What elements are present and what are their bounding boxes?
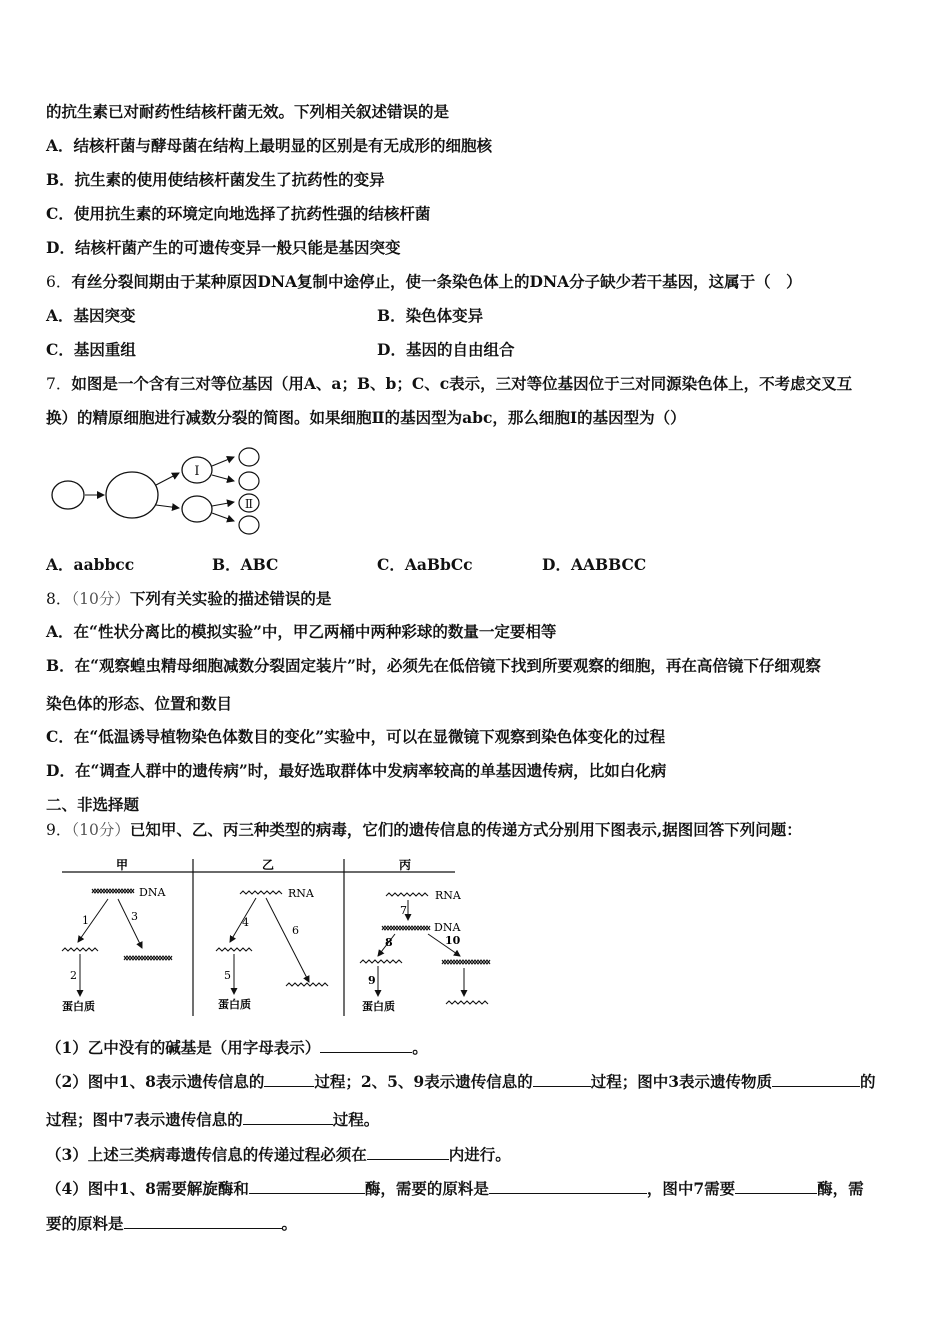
label-9: 9 bbox=[368, 974, 376, 987]
q9-part2-line2 bbox=[46, 1108, 379, 1131]
label-4: 4 bbox=[242, 916, 249, 929]
q9-part4-line1 bbox=[46, 1177, 864, 1200]
q9-number: 9． bbox=[46, 821, 72, 839]
label-2: 2 bbox=[70, 969, 77, 982]
cell-ii-label: Ⅱ bbox=[244, 497, 254, 511]
q9-part4-text-f: 。 bbox=[281, 1214, 298, 1233]
label-5: 5 bbox=[224, 969, 231, 982]
q9-part1 bbox=[46, 1036, 428, 1059]
secondary-spermatocyte-cell bbox=[182, 496, 212, 522]
q8-number: 8． bbox=[46, 590, 72, 608]
yi-rna-copy bbox=[286, 983, 328, 986]
q9-part3-text-a: （3）上述三类病毒遗传信息的传递过程必须在 bbox=[46, 1145, 367, 1164]
q9-part2-text-e: 过程；图中7表示遗传信息的 bbox=[46, 1110, 243, 1129]
q9-part4-text-c: ，图中7需要 bbox=[646, 1179, 736, 1198]
header-bing: 丙 bbox=[398, 858, 412, 872]
q6-option-c: C．基因重组 bbox=[46, 340, 136, 359]
q7-option-c: C．AaBbCc bbox=[377, 555, 473, 574]
q9-part1-end: 。 bbox=[412, 1038, 428, 1057]
q7-stem-text: 如图是一个含有三对等位基因（用A、a；B、b；C、c表示，三对等位基因位于三对同源染色体上，不考虑交叉互 bbox=[71, 374, 853, 393]
q9-part3 bbox=[46, 1143, 511, 1166]
jia-mrna bbox=[62, 948, 98, 951]
q9-part4-line2 bbox=[46, 1212, 297, 1235]
answer-blank[interactable] bbox=[533, 1070, 591, 1087]
label-1: 1 bbox=[82, 914, 89, 927]
answer-blank[interactable] bbox=[367, 1143, 449, 1160]
label-6: 6 bbox=[292, 924, 299, 937]
q7-option-d: D．AABBCC bbox=[542, 555, 647, 574]
q9-stem-text: 已知甲、乙、丙三种类型的病毒，它们的遗传信息的传递方式分别用下图表示,据图回答下列问题： bbox=[129, 820, 802, 839]
spermatid-cell bbox=[239, 472, 259, 490]
q9-stem bbox=[46, 819, 802, 841]
answer-blank[interactable] bbox=[735, 1177, 817, 1194]
answer-blank[interactable] bbox=[264, 1070, 314, 1087]
q7-stem-line1 bbox=[46, 373, 852, 395]
q8-option-b-line1: B．在“观察蝗虫精母细胞减数分裂固定装片”时，必须先在低倍镜下找到所要观察的细胞，再在高倍镜下仔细观察 bbox=[46, 656, 821, 675]
answer-blank[interactable] bbox=[249, 1177, 365, 1194]
jia-dna bbox=[92, 889, 134, 893]
text-line: 的抗生素已对耐药性结核杆菌无效。下列相关叙述错误的是 bbox=[46, 102, 450, 121]
q9-part4-text-a: （4）图中1、8需要解旋酶和 bbox=[46, 1179, 249, 1198]
q8-score: （10分） bbox=[71, 590, 130, 608]
answer-blank[interactable] bbox=[489, 1177, 647, 1194]
q9-part2-text-b: 过程；2、5、9表示遗传信息的 bbox=[314, 1072, 533, 1091]
q5-option-a: A．结核杆菌与酵母菌在结构上最明显的区别是有无成形的细胞核 bbox=[46, 136, 493, 155]
q9-part2-text-d: 的 bbox=[860, 1072, 876, 1091]
q6-option-d: D．基因的自由组合 bbox=[377, 340, 515, 359]
spermatid-cell bbox=[239, 516, 259, 534]
header-jia: 甲 bbox=[115, 858, 129, 872]
q9-part2-text-c: 过程；图中3表示遗传物质 bbox=[590, 1072, 773, 1091]
q6-option-a: A．基因突变 bbox=[46, 306, 136, 325]
bing-dna-copy bbox=[442, 960, 490, 964]
q5-option-b: B．抗生素的使用使结核杆菌发生了抗药性的变异 bbox=[46, 170, 385, 189]
bing-dna-label: DNA bbox=[434, 921, 461, 934]
q6-stem-text: 有丝分裂间期由于某种原因DNA复制中途停止，使一条染色体上的DNA分子缺少若干基因，这属于（ ） bbox=[71, 272, 802, 291]
header-yi: 乙 bbox=[261, 858, 275, 872]
answer-blank[interactable] bbox=[320, 1036, 412, 1053]
q5-option-d: D．结核杆菌产生的可遗传变异一般只能是基因突变 bbox=[46, 238, 401, 257]
answer-blank[interactable] bbox=[124, 1212, 282, 1229]
yi-rna-label: RNA bbox=[288, 887, 314, 900]
q8-option-a: A．在“性状分离比的模拟实验”中，甲乙两桶中两种彩球的数量一定要相等 bbox=[46, 622, 557, 641]
q6-stem bbox=[46, 271, 802, 293]
q9-part2-text-a: （2）图中1、8表示遗传信息的 bbox=[46, 1072, 265, 1091]
q9-score: （10分） bbox=[71, 821, 130, 839]
bing-protein: 蛋白质 bbox=[362, 1000, 395, 1013]
jia-dna-copy bbox=[124, 956, 172, 960]
bing-rna-label: RNA bbox=[435, 889, 461, 902]
yi-mrna bbox=[216, 948, 252, 951]
q9-part3-text-b: 内进行。 bbox=[448, 1145, 511, 1164]
q8-option-b-line2: 染色体的形态、位置和数目 bbox=[46, 694, 233, 713]
q8-stem bbox=[46, 588, 331, 610]
bing-rna bbox=[386, 893, 428, 896]
label-10: 10 bbox=[445, 934, 461, 947]
q9-part4-text-e: 要的原料是 bbox=[46, 1214, 124, 1233]
spermatogonium-cell bbox=[52, 481, 84, 509]
answer-blank[interactable] bbox=[772, 1070, 860, 1087]
q8-stem-text: 下列有关实验的描述错误的是 bbox=[129, 589, 332, 608]
bing-rna-copy bbox=[446, 1001, 488, 1004]
spermatid-cell bbox=[239, 448, 259, 466]
q9-part2-line1 bbox=[46, 1070, 876, 1093]
q8-option-c: C．在“低温诱导植物染色体数目的变化”实验中，可以在显微镜下观察到染色体变化的过程 bbox=[46, 727, 666, 746]
yi-rna bbox=[240, 891, 282, 894]
label-7: 7 bbox=[400, 904, 407, 917]
q6-option-b: B．染色体变异 bbox=[377, 306, 484, 325]
bing-dna bbox=[382, 926, 430, 930]
q5-option-c: C．使用抗生素的环境定向地选择了抗药性强的结核杆菌 bbox=[46, 204, 431, 223]
q9-part4-text-b: 酶，需要的原料是 bbox=[364, 1179, 489, 1198]
q6-number: 6． bbox=[46, 273, 72, 291]
q8-option-d: D．在“调查人群中的遗传病”时，最好选取群体中发病率较高的单基因遗传病，比如白化病 bbox=[46, 761, 667, 780]
label-3: 3 bbox=[131, 910, 138, 923]
q7-number: 7． bbox=[46, 375, 72, 393]
jia-protein: 蛋白质 bbox=[62, 1000, 95, 1013]
q7-option-b: B．ABC bbox=[212, 555, 279, 574]
bing-mrna bbox=[360, 960, 402, 963]
q9-part1-text: （1）乙中没有的碱基是（用字母表示） bbox=[46, 1038, 321, 1057]
q9-part2-text-f: 过程。 bbox=[332, 1110, 380, 1129]
cell-i-label: Ⅰ bbox=[194, 464, 200, 479]
answer-blank[interactable] bbox=[243, 1108, 333, 1125]
primary-spermatocyte-cell bbox=[106, 472, 158, 518]
section-title: 二、非选择题 bbox=[46, 795, 140, 814]
label-8: 8 bbox=[385, 936, 393, 949]
q7-option-a: A．aabbcc bbox=[46, 555, 135, 574]
meiosis-diagram bbox=[48, 444, 278, 540]
q9-part4-text-d: 酶，需 bbox=[817, 1179, 864, 1198]
q7-stem-line2: 换）的精原细胞进行减数分裂的简图。如果细胞Ⅱ的基因型为abc，那么细胞Ⅰ的基因型为（） bbox=[46, 408, 686, 427]
virus-info-flow-diagram bbox=[60, 856, 500, 1018]
jia-dna-label: DNA bbox=[139, 886, 166, 899]
yi-protein: 蛋白质 bbox=[218, 998, 251, 1011]
